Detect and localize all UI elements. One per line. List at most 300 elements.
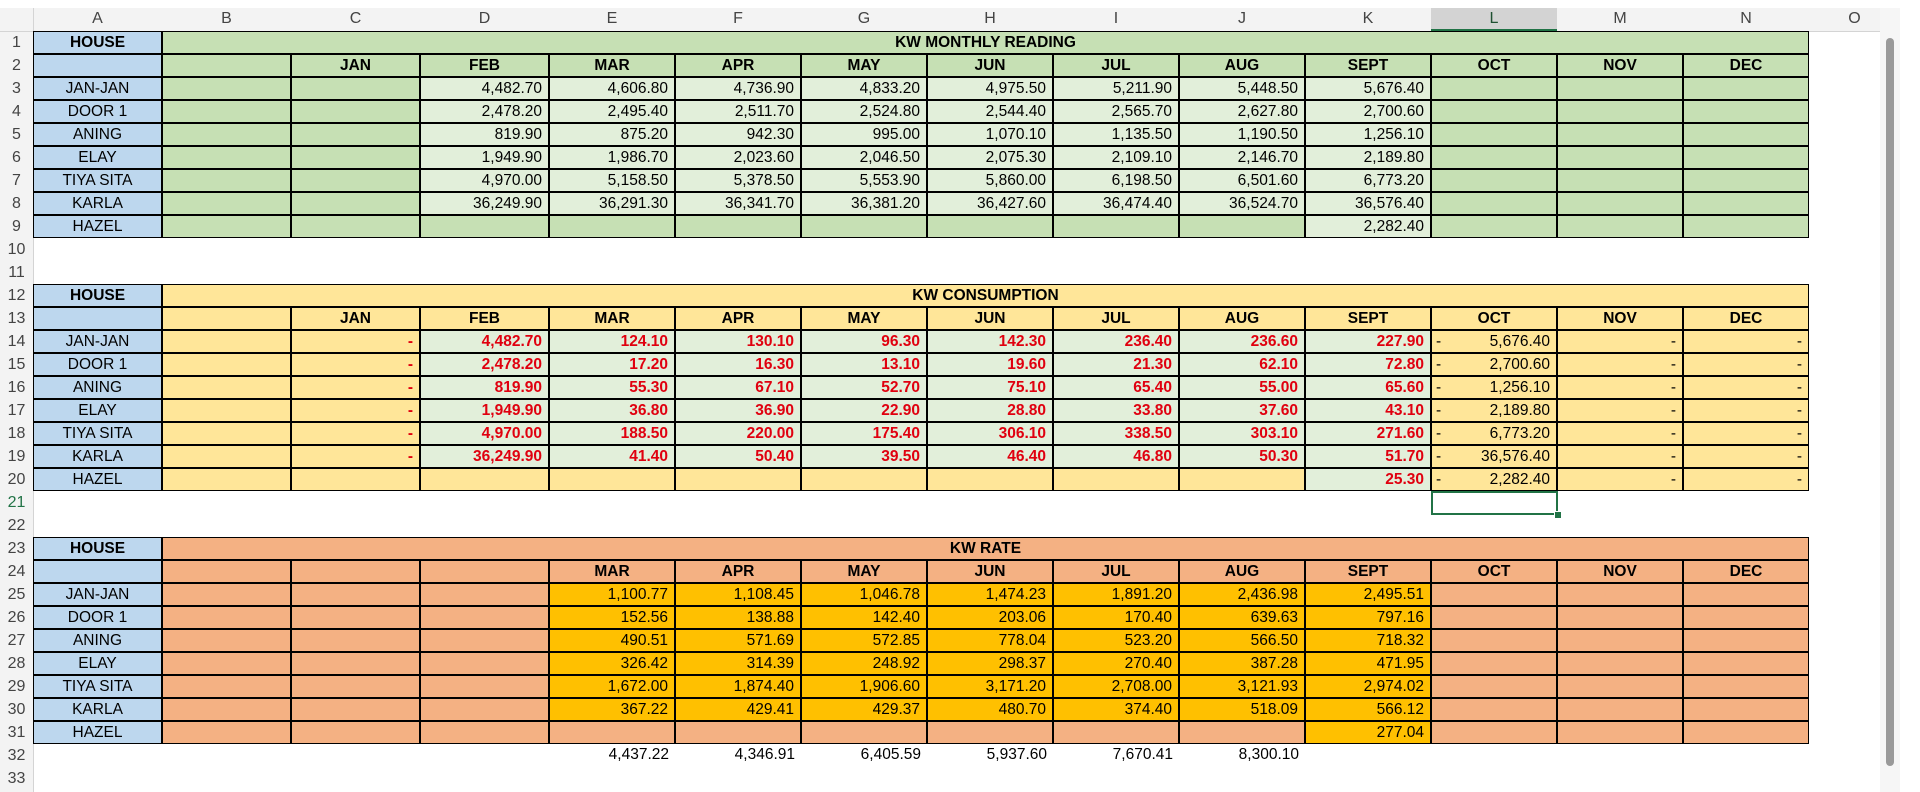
- reading-cell[interactable]: [1431, 123, 1557, 146]
- reading-cell[interactable]: [162, 192, 291, 215]
- reading-cell[interactable]: [291, 192, 420, 215]
- house-blank[interactable]: [33, 560, 162, 583]
- house-name[interactable]: KARLA: [33, 445, 162, 468]
- row-header-31[interactable]: 31: [7, 724, 26, 741]
- rate-cell[interactable]: 518.09: [1179, 698, 1305, 721]
- reading-cell[interactable]: [1053, 215, 1179, 238]
- consumption-cell[interactable]: 130.10: [675, 330, 801, 353]
- consumption-cell[interactable]: 4,482.70: [420, 330, 549, 353]
- rate-total-cell[interactable]: 5,937.60: [986, 746, 1047, 763]
- consumption-cell[interactable]: 50.30: [1179, 445, 1305, 468]
- consumption-cell[interactable]: -: [1683, 330, 1809, 353]
- column-header-f[interactable]: F: [733, 10, 743, 27]
- rate-cell[interactable]: [162, 606, 291, 629]
- consumption-month-header[interactable]: NOV: [1557, 307, 1683, 330]
- consumption-oct-cell[interactable]: [1431, 445, 1557, 468]
- consumption-cell[interactable]: 46.80: [1053, 445, 1179, 468]
- house-header[interactable]: HOUSE: [33, 284, 162, 307]
- consumption-cell[interactable]: 1,949.90: [420, 399, 549, 422]
- rate-cell[interactable]: [1683, 606, 1809, 629]
- rate-month-header[interactable]: APR: [675, 560, 801, 583]
- rate-cell[interactable]: [162, 698, 291, 721]
- rate-month-header[interactable]: [162, 560, 291, 583]
- reading-cell[interactable]: [1431, 146, 1557, 169]
- rate-cell[interactable]: [420, 675, 549, 698]
- reading-cell[interactable]: [162, 169, 291, 192]
- house-name[interactable]: DOOR 1: [33, 353, 162, 376]
- consumption-title[interactable]: KW CONSUMPTION: [162, 284, 1809, 307]
- row-header-2[interactable]: 2: [12, 57, 21, 74]
- rate-cell[interactable]: 2,974.02: [1305, 675, 1431, 698]
- rate-month-header[interactable]: [420, 560, 549, 583]
- row-header-7[interactable]: 7: [12, 172, 21, 189]
- consumption-cell[interactable]: 142.30: [927, 330, 1053, 353]
- rate-month-header[interactable]: MAR: [549, 560, 675, 583]
- reading-cell[interactable]: 2,700.60: [1305, 100, 1431, 123]
- consumption-cell[interactable]: 33.80: [1053, 399, 1179, 422]
- house-name[interactable]: DOOR 1: [33, 606, 162, 629]
- reading-cell[interactable]: 2,023.60: [675, 146, 801, 169]
- row-header-6[interactable]: 6: [12, 149, 21, 166]
- column-header-h[interactable]: H: [984, 10, 996, 27]
- reading-cell[interactable]: [1683, 215, 1809, 238]
- reading-cell[interactable]: 1,190.50: [1179, 123, 1305, 146]
- reading-cell[interactable]: 6,198.50: [1053, 169, 1179, 192]
- consumption-month-header[interactable]: MAR: [549, 307, 675, 330]
- row-header-3[interactable]: 3: [12, 80, 21, 97]
- rate-cell[interactable]: [1431, 652, 1557, 675]
- reading-cell[interactable]: 4,975.50: [927, 77, 1053, 100]
- reading-cell[interactable]: 4,833.20: [801, 77, 927, 100]
- reading-cell[interactable]: [1557, 169, 1683, 192]
- consumption-month-header[interactable]: JAN: [291, 307, 420, 330]
- reading-cell[interactable]: [291, 146, 420, 169]
- consumption-cell[interactable]: 39.50: [801, 445, 927, 468]
- reading-cell[interactable]: 942.30: [675, 123, 801, 146]
- column-header-i[interactable]: I: [1113, 10, 1119, 27]
- consumption-cell[interactable]: 36.90: [675, 399, 801, 422]
- consumption-cell[interactable]: 271.60: [1305, 422, 1431, 445]
- rate-cell[interactable]: 797.16: [1305, 606, 1431, 629]
- reading-cell[interactable]: 1,949.90: [420, 146, 549, 169]
- reading-cell[interactable]: [162, 123, 291, 146]
- house-blank[interactable]: [33, 307, 162, 330]
- consumption-cell[interactable]: [162, 330, 291, 353]
- reading-cell[interactable]: [162, 215, 291, 238]
- rate-cell[interactable]: [549, 721, 675, 744]
- rate-cell[interactable]: 429.41: [675, 698, 801, 721]
- reading-cell[interactable]: 36,341.70: [675, 192, 801, 215]
- rate-cell[interactable]: 639.63: [1179, 606, 1305, 629]
- rate-cell[interactable]: [1431, 721, 1557, 744]
- rate-cell[interactable]: 1,891.20: [1053, 583, 1179, 606]
- consumption-cell[interactable]: [162, 376, 291, 399]
- rate-cell[interactable]: [1179, 721, 1305, 744]
- rate-cell[interactable]: 480.70: [927, 698, 1053, 721]
- rate-cell[interactable]: 778.04: [927, 629, 1053, 652]
- rate-cell[interactable]: [1683, 675, 1809, 698]
- reading-cell[interactable]: [1431, 215, 1557, 238]
- rate-cell[interactable]: [675, 721, 801, 744]
- row-header-15[interactable]: 15: [7, 356, 26, 373]
- reading-cell[interactable]: [162, 100, 291, 123]
- reading-cell[interactable]: [1683, 192, 1809, 215]
- row-header-30[interactable]: 30: [7, 701, 26, 718]
- row-header-14[interactable]: 14: [7, 333, 26, 350]
- consumption-oct-cell[interactable]: [1431, 468, 1557, 491]
- consumption-month-header[interactable]: [162, 307, 291, 330]
- house-name[interactable]: ANING: [33, 376, 162, 399]
- rate-month-header[interactable]: NOV: [1557, 560, 1683, 583]
- consumption-cell[interactable]: 819.90: [420, 376, 549, 399]
- row-header-19[interactable]: 19: [7, 448, 26, 465]
- reading-cell[interactable]: 5,378.50: [675, 169, 801, 192]
- consumption-cell[interactable]: -: [1683, 376, 1809, 399]
- rate-cell[interactable]: [1557, 698, 1683, 721]
- consumption-month-header[interactable]: AUG: [1179, 307, 1305, 330]
- rate-cell[interactable]: [420, 721, 549, 744]
- row-header-13[interactable]: 13: [7, 310, 26, 327]
- consumption-cell[interactable]: -: [1557, 353, 1683, 376]
- consumption-cell[interactable]: 4,970.00: [420, 422, 549, 445]
- rate-month-header[interactable]: DEC: [1683, 560, 1809, 583]
- fill-handle[interactable]: [1554, 511, 1562, 519]
- rate-cell[interactable]: [1557, 629, 1683, 652]
- consumption-cell[interactable]: -: [1557, 330, 1683, 353]
- reading-cell[interactable]: 1,986.70: [549, 146, 675, 169]
- column-header-k[interactable]: K: [1362, 10, 1374, 27]
- rate-month-header[interactable]: SEPT: [1305, 560, 1431, 583]
- reading-cell[interactable]: 5,860.00: [927, 169, 1053, 192]
- reading-cell[interactable]: 2,046.50: [801, 146, 927, 169]
- reading-cell[interactable]: [420, 215, 549, 238]
- row-header-16[interactable]: 16: [7, 379, 26, 396]
- reading-month-header[interactable]: MAY: [801, 54, 927, 77]
- consumption-cell[interactable]: -: [1683, 353, 1809, 376]
- rate-cell[interactable]: [291, 583, 420, 606]
- rate-cell[interactable]: [420, 652, 549, 675]
- row-header-4[interactable]: 4: [12, 103, 21, 120]
- rate-cell[interactable]: [1053, 721, 1179, 744]
- reading-cell[interactable]: [549, 215, 675, 238]
- vertical-scrollbar-thumb[interactable]: [1886, 38, 1894, 766]
- reading-month-header[interactable]: JUL: [1053, 54, 1179, 77]
- consumption-month-header[interactable]: SEPT: [1305, 307, 1431, 330]
- consumption-cell[interactable]: 36,249.90: [420, 445, 549, 468]
- rate-cell[interactable]: 1,046.78: [801, 583, 927, 606]
- reading-cell[interactable]: [1683, 169, 1809, 192]
- rate-cell[interactable]: [1557, 721, 1683, 744]
- reading-cell[interactable]: 36,474.40: [1053, 192, 1179, 215]
- reading-cell[interactable]: 5,676.40: [1305, 77, 1431, 100]
- rate-cell[interactable]: 2,708.00: [1053, 675, 1179, 698]
- consumption-cell[interactable]: -: [1557, 376, 1683, 399]
- row-header-32[interactable]: 32: [7, 747, 26, 764]
- rate-cell[interactable]: 1,672.00: [549, 675, 675, 698]
- reading-month-header[interactable]: FEB: [420, 54, 549, 77]
- rate-cell[interactable]: [1683, 698, 1809, 721]
- rate-cell[interactable]: [420, 698, 549, 721]
- consumption-cell[interactable]: [927, 468, 1053, 491]
- consumption-cell[interactable]: [162, 422, 291, 445]
- rate-cell[interactable]: [162, 675, 291, 698]
- rate-cell[interactable]: [420, 629, 549, 652]
- reading-title[interactable]: KW MONTHLY READING: [162, 31, 1809, 54]
- rate-cell[interactable]: 170.40: [1053, 606, 1179, 629]
- rate-cell[interactable]: [1431, 698, 1557, 721]
- consumption-cell[interactable]: [162, 445, 291, 468]
- row-header-9[interactable]: 9: [12, 218, 21, 235]
- rate-cell[interactable]: [420, 583, 549, 606]
- consumption-cell[interactable]: -: [1557, 399, 1683, 422]
- reading-cell[interactable]: [1557, 146, 1683, 169]
- column-header-b[interactable]: B: [221, 10, 232, 27]
- consumption-cell[interactable]: 19.60: [927, 353, 1053, 376]
- row-header-17[interactable]: 17: [7, 402, 26, 419]
- reading-cell[interactable]: [1179, 215, 1305, 238]
- reading-cell[interactable]: 36,427.60: [927, 192, 1053, 215]
- consumption-cell[interactable]: 52.70: [801, 376, 927, 399]
- house-name[interactable]: HAZEL: [33, 721, 162, 744]
- row-header-23[interactable]: 23: [7, 540, 26, 557]
- reading-cell[interactable]: [1431, 169, 1557, 192]
- consumption-cell[interactable]: 25.30: [1305, 468, 1431, 491]
- rate-cell[interactable]: 3,171.20: [927, 675, 1053, 698]
- consumption-cell[interactable]: 17.20: [549, 353, 675, 376]
- row-header-8[interactable]: 8: [12, 195, 21, 212]
- consumption-cell[interactable]: 236.40: [1053, 330, 1179, 353]
- house-name[interactable]: JAN-JAN: [33, 77, 162, 100]
- reading-month-header[interactable]: AUG: [1179, 54, 1305, 77]
- consumption-cell[interactable]: -: [1557, 468, 1683, 491]
- reading-cell[interactable]: 995.00: [801, 123, 927, 146]
- reading-cell[interactable]: 6,501.60: [1179, 169, 1305, 192]
- reading-cell[interactable]: 5,553.90: [801, 169, 927, 192]
- rate-cell[interactable]: [1431, 629, 1557, 652]
- reading-cell[interactable]: 2,495.40: [549, 100, 675, 123]
- consumption-oct-cell[interactable]: [1431, 422, 1557, 445]
- reading-cell[interactable]: 4,736.90: [675, 77, 801, 100]
- reading-month-header[interactable]: [162, 54, 291, 77]
- rate-total-cell[interactable]: 4,437.22: [608, 746, 669, 763]
- reading-cell[interactable]: [162, 146, 291, 169]
- house-header[interactable]: HOUSE: [33, 537, 162, 560]
- rate-cell[interactable]: 1,108.45: [675, 583, 801, 606]
- house-name[interactable]: ANING: [33, 629, 162, 652]
- consumption-cell[interactable]: 50.40: [675, 445, 801, 468]
- reading-cell[interactable]: [1557, 215, 1683, 238]
- consumption-cell[interactable]: [162, 468, 291, 491]
- house-name[interactable]: ELAY: [33, 399, 162, 422]
- rate-month-header[interactable]: JUN: [927, 560, 1053, 583]
- column-header-m[interactable]: M: [1613, 10, 1627, 27]
- rate-cell[interactable]: 566.50: [1179, 629, 1305, 652]
- rate-cell[interactable]: 387.28: [1179, 652, 1305, 675]
- row-header-18[interactable]: 18: [7, 425, 26, 442]
- rate-cell[interactable]: 523.20: [1053, 629, 1179, 652]
- reading-month-header[interactable]: OCT: [1431, 54, 1557, 77]
- consumption-cell[interactable]: -: [291, 422, 420, 445]
- reading-cell[interactable]: [1557, 77, 1683, 100]
- rate-cell[interactable]: [291, 652, 420, 675]
- rate-cell[interactable]: [291, 721, 420, 744]
- consumption-cell[interactable]: 96.30: [801, 330, 927, 353]
- rate-cell[interactable]: [1431, 583, 1557, 606]
- consumption-month-header[interactable]: DEC: [1683, 307, 1809, 330]
- reading-cell[interactable]: 2,282.40: [1305, 215, 1431, 238]
- column-header-a[interactable]: A: [92, 10, 103, 27]
- rate-cell[interactable]: 429.37: [801, 698, 927, 721]
- consumption-cell[interactable]: 124.10: [549, 330, 675, 353]
- consumption-cell[interactable]: [549, 468, 675, 491]
- house-name[interactable]: KARLA: [33, 192, 162, 215]
- row-header-5[interactable]: 5: [12, 126, 21, 143]
- reading-cell[interactable]: [1557, 100, 1683, 123]
- consumption-cell[interactable]: 303.10: [1179, 422, 1305, 445]
- consumption-cell[interactable]: -: [291, 353, 420, 376]
- rate-cell[interactable]: 326.42: [549, 652, 675, 675]
- reading-cell[interactable]: [291, 215, 420, 238]
- consumption-cell[interactable]: 22.90: [801, 399, 927, 422]
- consumption-cell[interactable]: 67.10: [675, 376, 801, 399]
- reading-cell[interactable]: 4,482.70: [420, 77, 549, 100]
- rate-cell[interactable]: 2,495.51: [1305, 583, 1431, 606]
- row-header-1[interactable]: 1: [12, 34, 21, 51]
- rate-cell[interactable]: [420, 606, 549, 629]
- rate-cell[interactable]: [1557, 606, 1683, 629]
- column-header-g[interactable]: G: [857, 10, 871, 27]
- rate-cell[interactable]: [1683, 652, 1809, 675]
- consumption-cell[interactable]: 43.10: [1305, 399, 1431, 422]
- rate-cell[interactable]: 1,906.60: [801, 675, 927, 698]
- reading-cell[interactable]: 2,565.70: [1053, 100, 1179, 123]
- consumption-month-header[interactable]: OCT: [1431, 307, 1557, 330]
- column-header-n[interactable]: N: [1740, 10, 1752, 27]
- house-name[interactable]: JAN-JAN: [33, 330, 162, 353]
- row-header-28[interactable]: 28: [7, 655, 26, 672]
- row-header-10[interactable]: 10: [7, 241, 26, 258]
- consumption-cell[interactable]: [1053, 468, 1179, 491]
- rate-cell[interactable]: [1683, 629, 1809, 652]
- consumption-cell[interactable]: 55.00: [1179, 376, 1305, 399]
- consumption-month-header[interactable]: MAY: [801, 307, 927, 330]
- rate-cell[interactable]: 367.22: [549, 698, 675, 721]
- reading-month-header[interactable]: JAN: [291, 54, 420, 77]
- rate-cell[interactable]: [801, 721, 927, 744]
- reading-cell[interactable]: 36,249.90: [420, 192, 549, 215]
- reading-cell[interactable]: [801, 215, 927, 238]
- row-header-27[interactable]: 27: [7, 632, 26, 649]
- reading-cell[interactable]: [1431, 77, 1557, 100]
- consumption-cell[interactable]: [162, 353, 291, 376]
- consumption-cell[interactable]: 75.10: [927, 376, 1053, 399]
- reading-cell[interactable]: 2,511.70: [675, 100, 801, 123]
- rate-cell[interactable]: 298.37: [927, 652, 1053, 675]
- rate-cell[interactable]: 314.39: [675, 652, 801, 675]
- rate-month-header[interactable]: MAY: [801, 560, 927, 583]
- reading-cell[interactable]: [1431, 100, 1557, 123]
- consumption-cell[interactable]: 175.40: [801, 422, 927, 445]
- column-header-j[interactable]: J: [1238, 10, 1246, 27]
- rate-cell[interactable]: 490.51: [549, 629, 675, 652]
- rate-cell[interactable]: [1557, 583, 1683, 606]
- rate-title[interactable]: KW RATE: [162, 537, 1809, 560]
- row-header-12[interactable]: 12: [7, 287, 26, 304]
- consumption-cell[interactable]: 227.90: [1305, 330, 1431, 353]
- column-header-l[interactable]: L: [1431, 8, 1557, 31]
- consumption-cell[interactable]: [801, 468, 927, 491]
- consumption-cell[interactable]: [291, 468, 420, 491]
- rate-cell[interactable]: [1431, 675, 1557, 698]
- rate-cell[interactable]: 142.40: [801, 606, 927, 629]
- reading-cell[interactable]: 2,075.30: [927, 146, 1053, 169]
- reading-cell[interactable]: 36,576.40: [1305, 192, 1431, 215]
- house-blank[interactable]: [33, 54, 162, 77]
- reading-month-header[interactable]: NOV: [1557, 54, 1683, 77]
- rate-month-header[interactable]: JUL: [1053, 560, 1179, 583]
- row-header-26[interactable]: 26: [7, 609, 26, 626]
- row-header-21[interactable]: 21: [7, 494, 26, 511]
- rate-month-header[interactable]: AUG: [1179, 560, 1305, 583]
- reading-cell[interactable]: [927, 215, 1053, 238]
- consumption-cell[interactable]: 37.60: [1179, 399, 1305, 422]
- reading-month-header[interactable]: MAR: [549, 54, 675, 77]
- column-header-e[interactable]: E: [606, 10, 618, 27]
- rate-cell[interactable]: 566.12: [1305, 698, 1431, 721]
- rate-cell[interactable]: 138.88: [675, 606, 801, 629]
- consumption-cell[interactable]: 306.10: [927, 422, 1053, 445]
- consumption-cell[interactable]: 65.40: [1053, 376, 1179, 399]
- reading-cell[interactable]: [1683, 146, 1809, 169]
- rate-total-cell[interactable]: 4,346.91: [734, 746, 795, 763]
- rate-cell[interactable]: [1431, 606, 1557, 629]
- consumption-cell[interactable]: 188.50: [549, 422, 675, 445]
- consumption-oct-cell[interactable]: [1431, 399, 1557, 422]
- reading-cell[interactable]: 2,524.80: [801, 100, 927, 123]
- consumption-cell[interactable]: 13.10: [801, 353, 927, 376]
- rate-cell[interactable]: [291, 629, 420, 652]
- reading-cell[interactable]: 1,135.50: [1053, 123, 1179, 146]
- consumption-cell[interactable]: 62.10: [1179, 353, 1305, 376]
- column-header-d[interactable]: D: [478, 10, 491, 27]
- consumption-cell[interactable]: -: [291, 399, 420, 422]
- rate-cell[interactable]: 374.40: [1053, 698, 1179, 721]
- consumption-cell[interactable]: -: [291, 330, 420, 353]
- reading-cell[interactable]: 2,189.80: [1305, 146, 1431, 169]
- house-name[interactable]: DOOR 1: [33, 100, 162, 123]
- reading-cell[interactable]: 6,773.20: [1305, 169, 1431, 192]
- reading-month-header[interactable]: JUN: [927, 54, 1053, 77]
- rate-cell[interactable]: 277.04: [1305, 721, 1431, 744]
- rate-cell[interactable]: 1,874.40: [675, 675, 801, 698]
- vertical-scrollbar[interactable]: [1880, 8, 1900, 792]
- reading-cell[interactable]: [1683, 77, 1809, 100]
- consumption-cell[interactable]: 236.60: [1179, 330, 1305, 353]
- row-header-24[interactable]: 24: [7, 563, 26, 580]
- house-name[interactable]: TIYA SITA: [33, 675, 162, 698]
- rate-cell[interactable]: 203.06: [927, 606, 1053, 629]
- reading-cell[interactable]: [1683, 100, 1809, 123]
- reading-cell[interactable]: [1557, 192, 1683, 215]
- consumption-cell[interactable]: 338.50: [1053, 422, 1179, 445]
- consumption-month-header[interactable]: APR: [675, 307, 801, 330]
- reading-month-header[interactable]: DEC: [1683, 54, 1809, 77]
- rate-cell[interactable]: 718.32: [1305, 629, 1431, 652]
- consumption-month-header[interactable]: JUN: [927, 307, 1053, 330]
- consumption-cell[interactable]: 46.40: [927, 445, 1053, 468]
- rate-cell[interactable]: 3,121.93: [1179, 675, 1305, 698]
- consumption-cell[interactable]: [675, 468, 801, 491]
